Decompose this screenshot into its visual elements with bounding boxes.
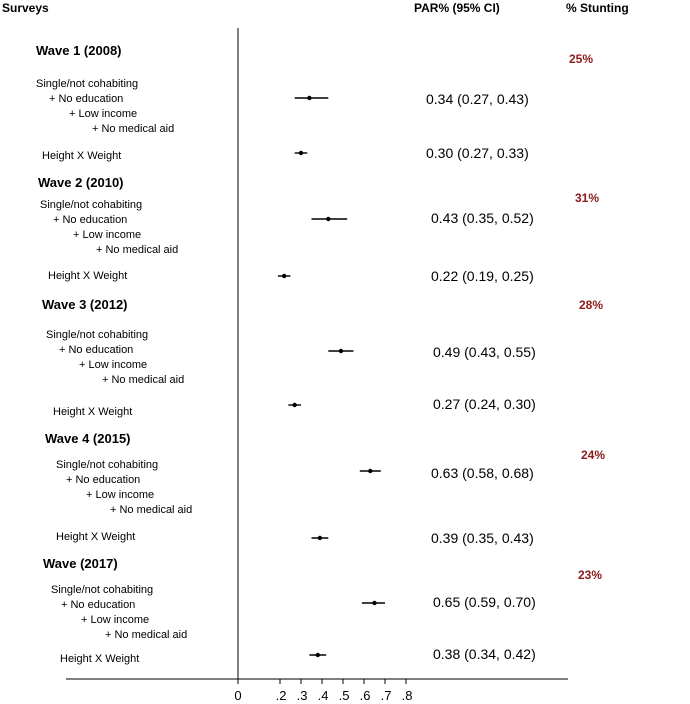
wave-2-model-2-par: 0.22 (0.19, 0.25) [431, 268, 534, 284]
predictor-line: + No medical aid [96, 244, 179, 256]
point-estimate [316, 653, 320, 657]
x-tick-label: .4 [317, 688, 329, 703]
surveys-header: Surveys [2, 1, 49, 15]
predictor-line: + No education [61, 599, 136, 611]
predictor-line: + No education [59, 344, 134, 356]
wave-5-model-2-label: Height X Weight [60, 653, 140, 665]
wave-2-model-2-label: Height X Weight [48, 270, 128, 282]
predictor-line: + Low income [81, 614, 150, 626]
predictor-line: + No education [53, 214, 128, 226]
point-estimate [372, 601, 376, 605]
wave-4-model-2-label: Height X Weight [56, 531, 136, 543]
wave-2-stunting: 31% [575, 191, 600, 205]
wave-5-title: Wave (2017) [43, 556, 118, 571]
wave-4-model-1-par: 0.63 (0.58, 0.68) [431, 465, 534, 481]
wave-4-title: Wave 4 (2015) [45, 431, 131, 446]
wave-3-model-1-label [46, 328, 184, 388]
stunting-header: % Stunting [566, 1, 629, 15]
point-estimate [326, 217, 330, 221]
predictor-line: Single/not cohabiting [51, 584, 154, 596]
point-estimate [299, 151, 303, 155]
x-tick-label: .7 [380, 688, 392, 703]
predictor-line: + No medical aid [105, 629, 188, 641]
wave-4-model-1-label [56, 458, 192, 518]
predictor-line: + No medical aid [110, 504, 193, 516]
wave-5-model-2-par: 0.38 (0.34, 0.42) [433, 646, 536, 662]
predictor-line: + Low income [73, 229, 142, 241]
predictor-line: + No education [49, 93, 124, 105]
par-header: PAR% (95% CI) [414, 1, 500, 15]
x-tick-label: .2 [275, 688, 287, 703]
wave-2-model-1-par: 0.43 (0.35, 0.52) [431, 210, 534, 226]
wave-4-model-2-par: 0.39 (0.35, 0.43) [431, 530, 534, 546]
x-tick-label: .5 [338, 688, 350, 703]
wave-2-title: Wave 2 (2010) [38, 175, 124, 190]
wave-1-model-2-par: 0.30 (0.27, 0.33) [426, 145, 529, 161]
wave-3-model-1-par: 0.49 (0.43, 0.55) [433, 344, 536, 360]
point-estimate [368, 469, 372, 473]
predictor-line: Single/not cohabiting [46, 329, 149, 341]
predictor-line: + No medical aid [102, 374, 185, 386]
predictor-line: Single/not cohabiting [56, 459, 159, 471]
point-estimate [282, 274, 286, 278]
wave-5-model-1-label [51, 583, 187, 643]
predictor-line: + Low income [69, 108, 138, 120]
predictor-line: Single/not cohabiting [40, 199, 143, 211]
point-estimate [318, 536, 322, 540]
wave-1-model-2-label: Height X Weight [42, 150, 122, 162]
wave-3-model-2-par: 0.27 (0.24, 0.30) [433, 396, 536, 412]
estimate-marks [278, 96, 385, 657]
wave-5-model-1-par: 0.65 (0.59, 0.70) [433, 594, 536, 610]
wave-1-stunting: 25% [569, 52, 594, 66]
x-tick-label: .6 [359, 688, 371, 703]
wave-3-stunting: 28% [579, 298, 604, 312]
predictor-line: + No medical aid [92, 123, 175, 135]
predictor-line: + Low income [79, 359, 148, 371]
x-tick-label: .8 [401, 688, 413, 703]
x-axis-ticks [238, 679, 406, 684]
wave-1-model-1-label [36, 77, 174, 137]
wave-5-stunting: 23% [578, 568, 603, 582]
point-estimate [307, 96, 311, 100]
x-tick-label: .3 [296, 688, 308, 703]
wave-1-title: Wave 1 (2008) [36, 43, 122, 58]
point-estimate [339, 349, 343, 353]
predictor-line: + Low income [86, 489, 155, 501]
predictor-line: + No education [66, 474, 141, 486]
point-estimate [293, 403, 297, 407]
wave-4-stunting: 24% [581, 448, 606, 462]
wave-3-model-2-label: Height X Weight [53, 406, 133, 418]
predictor-line: Single/not cohabiting [36, 78, 139, 90]
x-tick-label: 0 [234, 688, 242, 703]
wave-1-model-1-par: 0.34 (0.27, 0.43) [426, 91, 529, 107]
wave-3-title: Wave 3 (2012) [42, 297, 128, 312]
wave-2-model-1-label [40, 198, 178, 258]
